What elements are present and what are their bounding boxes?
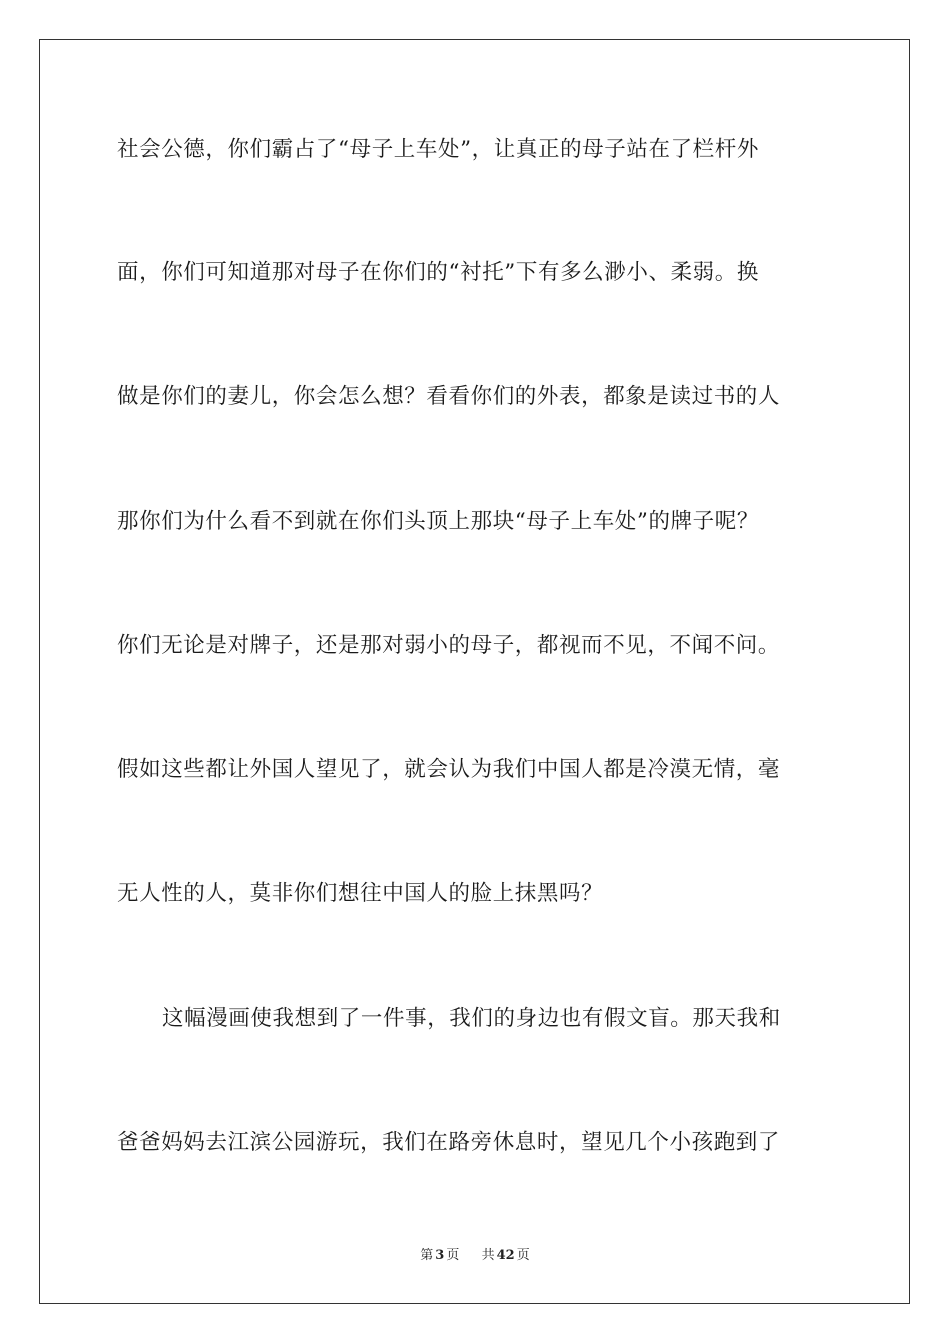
paragraph-line-4: 那你们为什么看不到就在你们头顶上那块“母子上车处”的牌子呢？ <box>117 509 759 534</box>
paragraph-line-2: 面，你们可知道那对母子在你们的“衬托”下有多么渺小、柔弱。换 <box>117 260 759 285</box>
paragraph-line-1: 社会公德，你们霸占了“母子上车处”，让真正的母子站在了栏杆外 <box>117 137 759 162</box>
paragraph-line-5: 你们无论是对牌子，还是那对弱小的母子，都视而不见，不闻不问。 <box>117 633 781 658</box>
total-prefix: 共 <box>481 1248 495 1263</box>
paragraph-line-6: 假如这些都让外国人望见了，就会认为我们中国人都是冷漠无情，毫 <box>117 757 781 782</box>
page-footer <box>0 1247 950 1265</box>
paragraph-line-3: 做是你们的妻儿，你会怎么想？看看你们的外表，都象是读过书的人 <box>117 384 781 409</box>
paragraph-line-8: 这幅漫画使我想到了一件事，我们的身边也有假文盲。那天我和 <box>162 1006 781 1031</box>
paragraph-line-9: 爸爸妈妈去江滨公园游玩，我们在路旁休息时，望见几个小孩跑到了 <box>117 1130 781 1155</box>
page-total: 42 <box>496 1248 515 1263</box>
page-suffix: 页 <box>446 1248 460 1263</box>
paragraph-line-7: 无人性的人，莫非你们想往中国人的脸上抹黑吗？ <box>117 881 604 906</box>
page-current: 3 <box>435 1248 445 1263</box>
total-suffix: 页 <box>516 1248 530 1263</box>
page-border <box>39 39 910 1304</box>
page-prefix: 第 <box>420 1248 434 1263</box>
